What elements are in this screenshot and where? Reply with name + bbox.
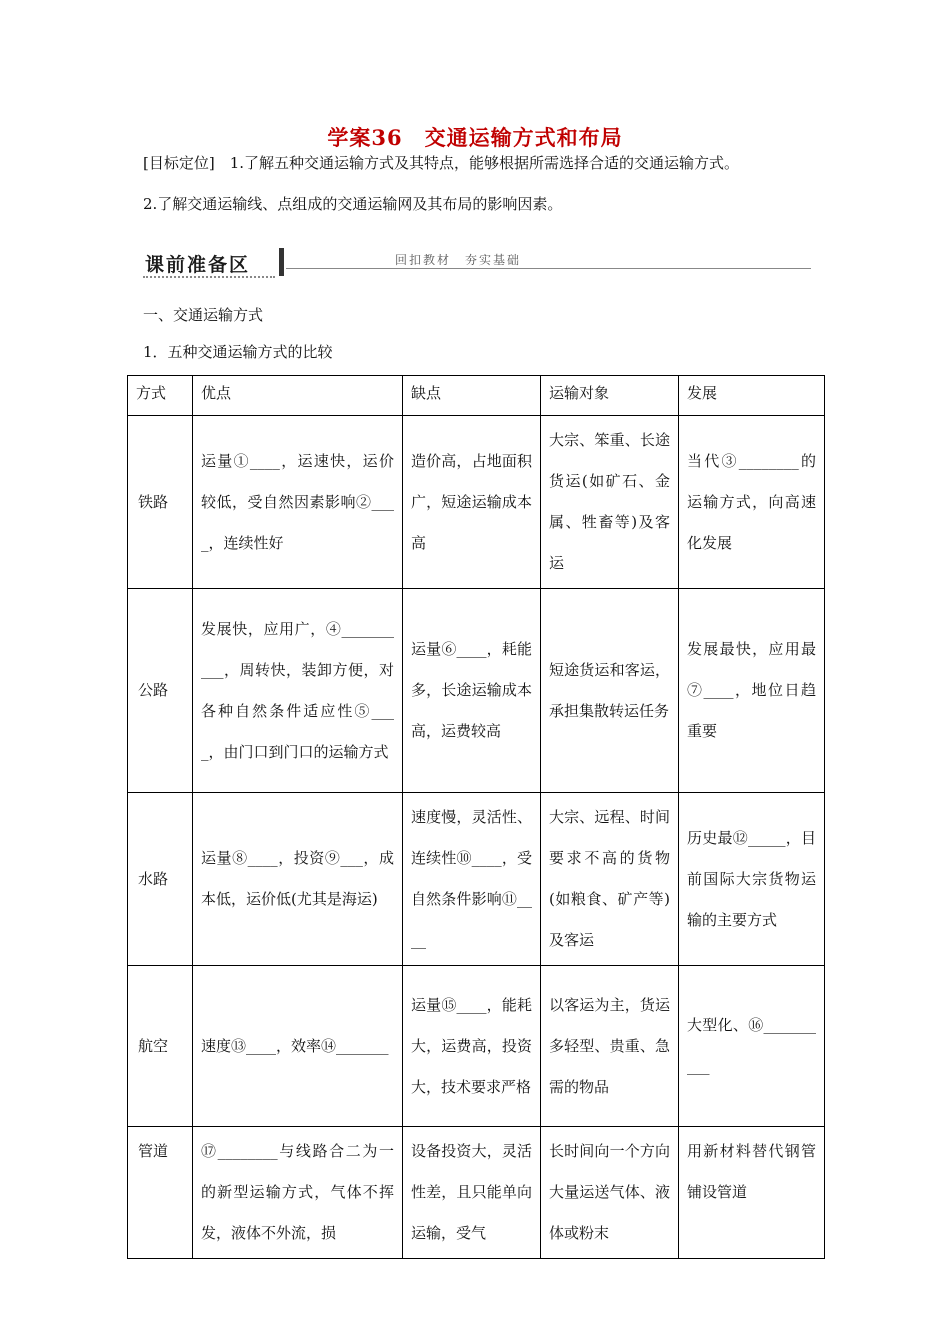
disadvantage-cell: 造价高，占地面积广，短途运输成本高 <box>403 416 541 589</box>
object-cell: 大宗、远程、时间要求不高的货物(如粮食、矿产等)及客运 <box>541 793 679 966</box>
banner-subtitle: 回扣教材 夯实基础 <box>395 253 522 267</box>
development-cell: 历史最⑫_____，目前国际大宗货物运输的主要方式 <box>679 793 825 966</box>
mode-cell: 管道 <box>128 1127 193 1259</box>
objective-line-2: 2.了解交通运输线、点组成的交通运输网及其布局的影响因素。 <box>143 195 563 213</box>
objective-line-1: [目标定位] 1.了解五种交通运输方式及其特点，能够根据所需选择合适的交通运输方式。 <box>143 154 740 172</box>
advantage-cell: 运量①____，运速快，运价较低，受自然因素影响②____，连续性好 <box>193 416 403 589</box>
development-cell: 大型化、⑯__________ <box>679 966 825 1127</box>
disadvantage-cell: 设备投资大，灵活性差，且只能单向运输，受气 <box>403 1127 541 1259</box>
mode-cell: 水路 <box>128 793 193 966</box>
banner-title: 课前准备区 <box>145 254 251 276</box>
document-title: 学案36 交通运输方式和布局 <box>327 125 623 150</box>
header-cell: 运输对象 <box>541 376 679 416</box>
subsection-heading: 1．五种交通运输方式的比较 <box>143 343 333 361</box>
development-cell: 当代③________的运输方式，向高速化发展 <box>679 416 825 589</box>
section-banner <box>143 244 811 280</box>
object-cell: 以客运为主，货运多轻型、贵重、急需的物品 <box>541 966 679 1127</box>
header-cell: 发展 <box>679 376 825 416</box>
table-row <box>128 966 825 1127</box>
mode-cell: 铁路 <box>128 416 193 589</box>
table-row <box>128 416 825 589</box>
banner-rule <box>286 268 811 269</box>
banner-dotted-underline <box>143 276 275 278</box>
table-header-row <box>128 376 825 416</box>
development-cell: 发展最快，应用最⑦____，地位日趋重要 <box>679 589 825 793</box>
table-row <box>128 1127 825 1259</box>
object-cell: 大宗、笨重、长途货运(如矿石、金属、牲畜等)及客运 <box>541 416 679 589</box>
mode-cell: 公路 <box>128 589 193 793</box>
banner-divider-bar <box>279 248 284 276</box>
header-cell: 方式 <box>128 376 193 416</box>
object-cell: 短途货运和客运，承担集散转运任务 <box>541 589 679 793</box>
table-row <box>128 589 825 793</box>
mode-cell: 航空 <box>128 966 193 1127</box>
advantage-cell: ⑰________与线路合二为一的新型运输方式，气体不挥发，液体不外流，损 <box>193 1127 403 1259</box>
table-row <box>128 793 825 966</box>
advantage-cell: 运量⑧____，投资⑨___，成本低，运价低(尤其是海运) <box>193 793 403 966</box>
object-cell: 长时间向一个方向大量运送气体、液体或粉末 <box>541 1127 679 1259</box>
advantage-cell: 速度⑬____，效率⑭_______ <box>193 966 403 1127</box>
header-cell: 优点 <box>193 376 403 416</box>
advantage-cell: 发展快，应用广，④__________，周转快，装卸方便，对各种自然条件适应性⑤____，由门口到门口的运输方式 <box>193 589 403 793</box>
disadvantage-cell: 运量⑮____，能耗大，运费高，投资大，技术要求严格 <box>403 966 541 1127</box>
header-cell: 缺点 <box>403 376 541 416</box>
disadvantage-cell: 速度慢，灵活性、连续性⑩____，受自然条件影响⑪____ <box>403 793 541 966</box>
transport-comparison-table <box>127 375 825 1259</box>
development-cell: 用新材料替代钢管铺设管道 <box>679 1127 825 1259</box>
disadvantage-cell: 运量⑥____，耗能多，长途运输成本高，运费较高 <box>403 589 541 793</box>
section-heading: 一、交通运输方式 <box>143 306 264 324</box>
